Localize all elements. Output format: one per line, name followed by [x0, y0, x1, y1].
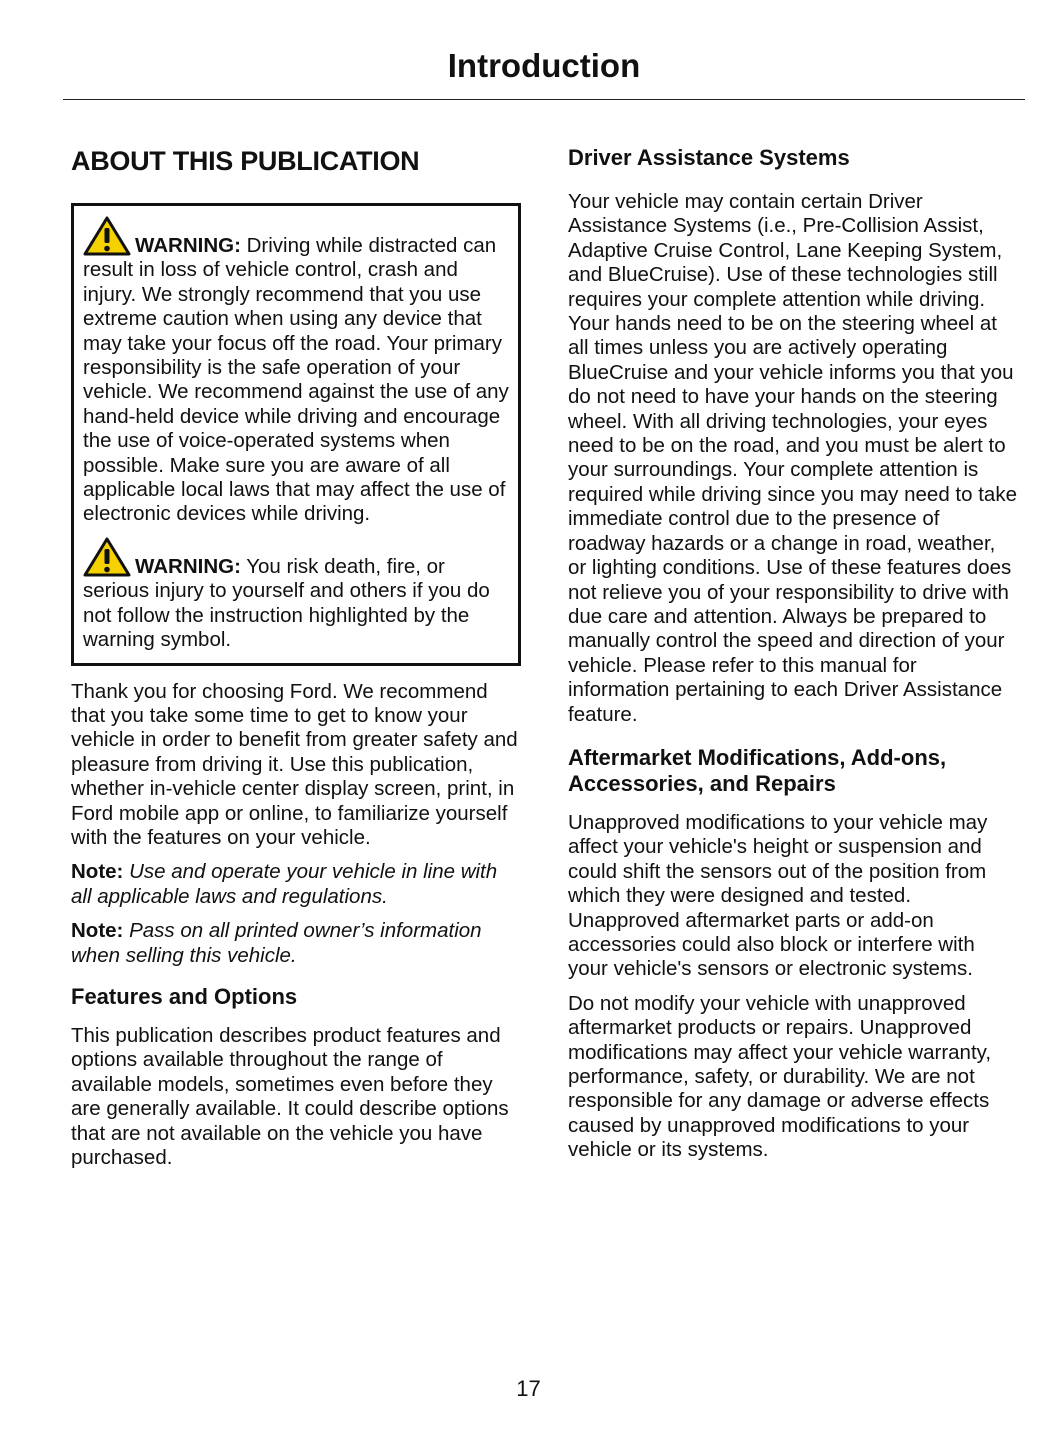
page-title: Introduction: [447, 47, 641, 84]
driver-assistance-paragraph: Your vehicle may contain certain Driver Assistance Systems (i.e., Pre-Collision Assist, Adaptive Cruise Control, Lane Keeping System, and BlueCruise). Use of these technologies still requires your complete attention while driving. Your hands need to be on the steering wheel at all times unless you are actively operating BlueCruise and your vehicle informs you that you do not need to have your hands on the steering wheel. With all driving technologies, your eyes need to be on the road, and you must be alert to your surroundings. Your complete attention is required while driving since you may need to take immediate control due to the presence of roadway hazards or a change in road, weather, or lighting conditions. Use of these features does not relieve you of your responsibility to drive with due care and attention. Always be prepared to manually control the speed and direction of your vehicle. Please refer to this manual for information pertaining to each Driver Assistance feature.: [568, 190, 1017, 726]
intro-paragraph: Thank you for choosing Ford. We recommend that you take some time to get to know your vehicle in order to benefit from greater safety and pleasure from driving it. Use this publication, whether in-vehicle center display screen, print, in Ford mobile app or online, to familiarize yourself with the features on your vehicle.: [71, 679, 518, 849]
note-text: Use and operate your vehicle in line with all applicable laws and regulations.: [71, 860, 498, 908]
section-heading-aftermarket: Aftermarket Modifications, Add-ons, Accessories, and Repairs: [568, 744, 947, 796]
note-text: Pass on all printed owner’s information when selling this vehicle.: [71, 919, 482, 967]
section-heading-features: Features and Options: [71, 983, 298, 1009]
aftermarket-paragraph-2: Do not modify your vehicle with unapproved aftermarket products or repairs. Unapproved modifications may affect your vehicle warranty, performance, safety, or durability. We are not responsible for any damage or adverse effects caused by unapproved modifications to your vehicle or its systems.: [568, 991, 992, 1162]
warning-label: WARNING:: [135, 554, 241, 578]
warning-label: WARNING:: [135, 234, 241, 257]
header-divider: [63, 99, 1025, 100]
section-heading-about: ABOUT THIS PUBLICATION: [71, 146, 420, 176]
note-paragraph: [71, 919, 521, 968]
note-label: Note:: [71, 919, 124, 943]
warning-text: You risk death, fire, or serious injury to yourself and others if you do not follow the instruction highlighted by the warning symbol.: [83, 554, 490, 652]
note-paragraph: [71, 860, 521, 909]
note-label: Note:: [71, 860, 124, 884]
left-column: [71, 143, 521, 1180]
warning-triangle-icon: [83, 216, 131, 256]
right-column: [568, 143, 1018, 1173]
warning-triangle-icon: [83, 537, 131, 577]
warning-paragraph: [83, 537, 509, 653]
aftermarket-paragraph-1: Unapproved modifications to your vehicle may affect your vehicle's height or suspension and could shift the sensors out of the position from which they were designed and tested. Unapproved aftermarket parts or add-on accessories could also block or interfere with your vehicle's sensors or electronic systems.: [568, 810, 988, 981]
page-number: 17: [516, 1376, 541, 1401]
section-heading-driver-assistance: Driver Assistance Systems: [568, 145, 850, 170]
warning-paragraph: [83, 216, 509, 527]
warning-box: [71, 203, 521, 666]
warning-text: Driving while distracted can result in loss of vehicle control, crash and injury. We strongly recommend that you use extreme caution when using any device that may take your focus off the road. Your primary responsibility is the safe operation of your vehicle. We recommend against the use of any hand-held device while driving and encourage the use of voice-operated systems when possible. Make sure you are aware of all applicable local laws that may affect the use of electronic devices while driving.: [83, 234, 509, 526]
features-paragraph: This publication describes product features and options available throughout the range of available models, sometimes even before they are generally available. It could describe options that are not available on the vehicle you have purchased.: [71, 1023, 509, 1169]
